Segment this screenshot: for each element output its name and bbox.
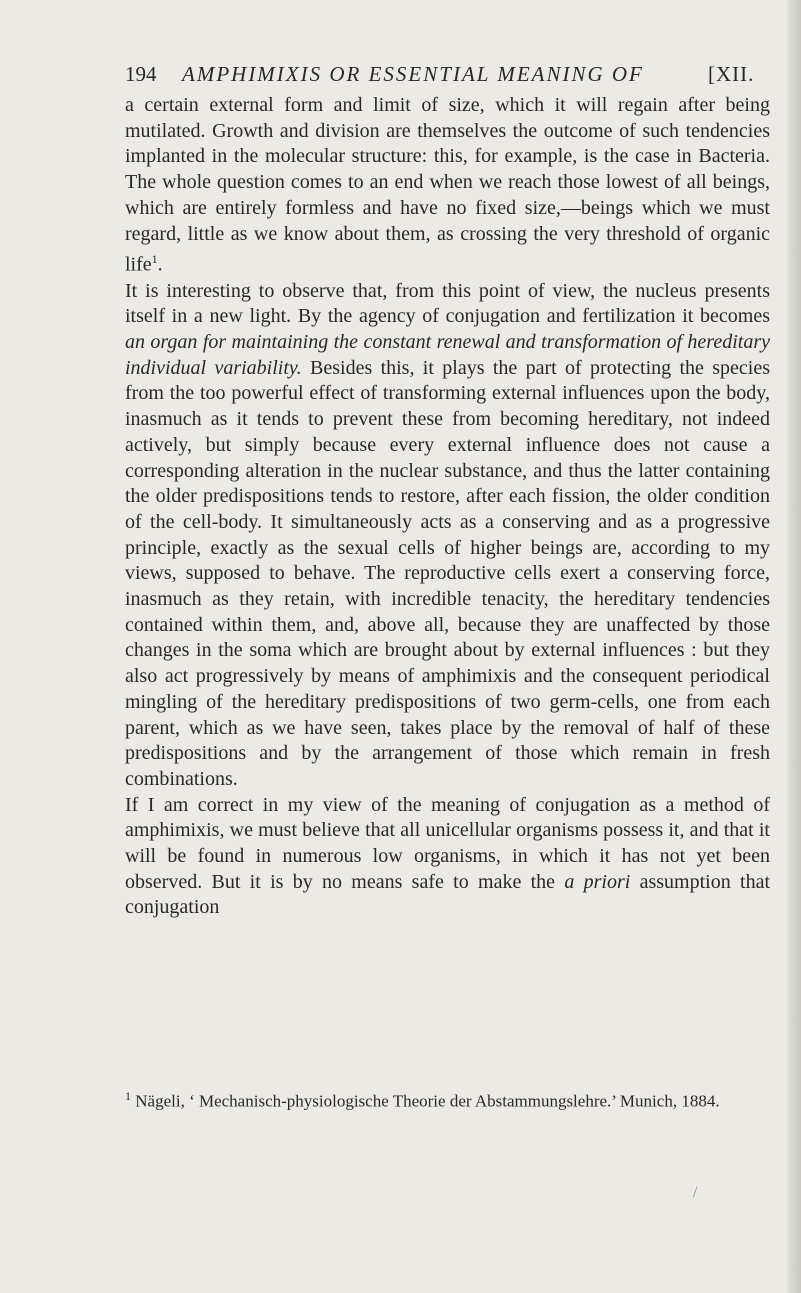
running-title: AMPHIMIXIS OR ESSENTIAL MEANING OF <box>182 62 644 86</box>
paragraph-1-end: . <box>157 253 163 276</box>
stray-mark: / <box>693 1184 698 1201</box>
paragraph-3-italic: a priori <box>564 870 631 893</box>
paragraph-1 <box>125 93 770 279</box>
running-header <box>125 62 765 92</box>
paragraph-3-text-b: assumption that conjugation <box>125 870 771 919</box>
paragraph-2-text-b: Besides this, it plays the part of protecting the species from the too powerful effect of transforming external influences upon the body, inasmuch as it tends to prevent these from becoming hereditary, not indeed actively, but simply because every external influence does not cause a corresponding alteration in the nuclear substance, and thus the latter containing the older predispositions tends to restore, after each fission, the older condition of the cell-body. It simultaneously acts as a conserving and as a progressive principle, exactly as the sexual cells of higher beings are, according to my views, supposed to behave. The reproductive cells exert a conserving force, inasmuch as they retain, with incredible tenacity, the hereditary tendencies contained within them, and, above all, because they are unaffected by those changes in the soma which are brought about by external influences : but they also act progressively by means of amphimixis and the consequent periodical mingling of the hereditary predispositions of two germ-cells, one from each parent, which as we have seen, takes place by the removal of half of these predispositions and by the arrangement of those which remain in fresh combinations. <box>125 356 770 790</box>
footnote <box>125 1085 770 1113</box>
footnote-reference: 1 <box>151 252 158 267</box>
paragraph-1-text: a certain external form and limit of size, which it will regain after being mutilated. Growth and division are themselves the outcome of such tendencies implanted in the molecular structure: this, for example, is the case in Bacteria. The whole question comes to an end when we reach those lowest of all beings, which are entirely formless and have no fixed size,—beings which we must regard, little as we know about them, as crossing the very threshold of organic life <box>125 94 770 276</box>
paragraph-3-text-a: If I am correct in my view of the meaning of conjugation as a method of amphimixis, we must believe that all unicellular organisms possess it, and that it will be found in numerous low organisms, in which it has not yet been observed. But it is by no means safe to make the <box>125 793 770 893</box>
page-edge-shadow <box>787 0 801 1293</box>
body-text <box>125 93 770 921</box>
paragraph-2 <box>125 279 770 793</box>
paragraph-2-text-a: It is interesting to observe that, from this point of view, the nucleus presents itself in a new light. By the agency of conjugation and fertilization it becomes <box>125 279 770 328</box>
paragraph-2-italic: an organ for maintaining the constant renewal and transformation of hereditary individual variability. <box>125 330 770 379</box>
footnote-mark: 1 <box>125 1089 131 1103</box>
paragraph-3 <box>125 793 770 922</box>
chapter-marker: [XII. <box>708 62 755 86</box>
page-number: 194 <box>125 62 157 86</box>
footnote-text: Nägeli, ‘ Mechanisch-physiologische Theorie der Abstammungslehre.’ Munich, 1884. <box>135 1091 720 1111</box>
